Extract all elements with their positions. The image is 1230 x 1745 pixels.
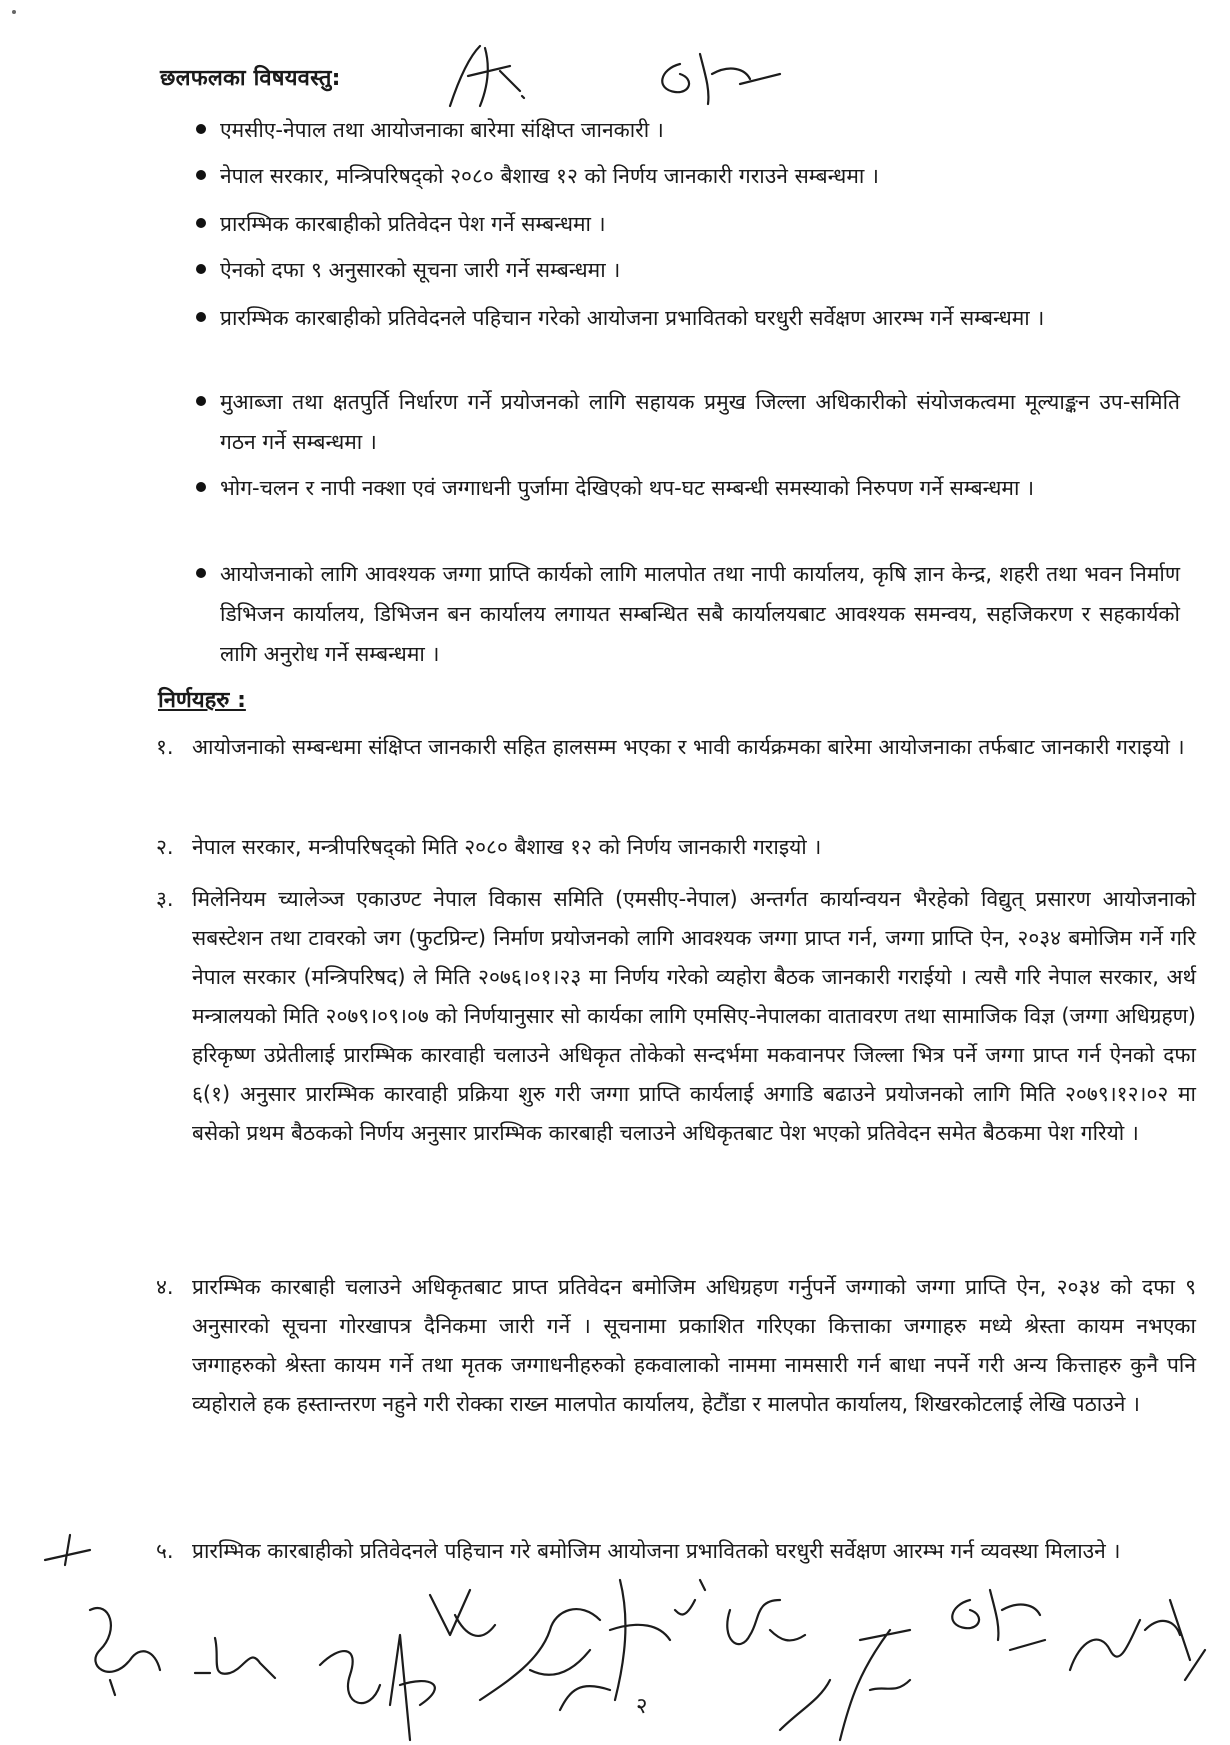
signature [1060, 1590, 1210, 1700]
signature [940, 1580, 1050, 1670]
list-item: आयोजनाको लागि आवश्यक जग्गा प्राप्ति कार्यको लागि मालपोत तथा नापी कार्यालय, कृषि ज्ञान केन्द्र, शहरी तथा भवन निर्माण डिभिजन कार्यालय, डिभिजन बन कार्यालय लगायत सम्बन्धित सबै कार्यालयबाट आवश्यक समन्वय, सहजिकरण र सहकार्यको लागि अनुरोध गर्ने सम्बन्धमा । [190, 554, 1180, 674]
decision-item [156, 880, 1196, 1153]
bullet-icon [196, 396, 206, 406]
list-item: एमसीए-नेपाल तथा आयोजनाका बारेमा संक्षिप्त जानकारी । [190, 110, 1180, 150]
decision-number: ५. [156, 1539, 174, 1563]
decision-item [156, 1268, 1196, 1424]
decisions-heading: निर्णयहरु : [158, 688, 246, 713]
decision-text: प्रारम्भिक कारबाहीको प्रतिवेदनले पहिचान गरे बमोजिम आयोजना प्रभावितको घरधुरी सर्वेक्षण आरम्भ गर्न व्यवस्था मिलाउने । [192, 1539, 1121, 1563]
decision-text: मिलेनियम च्यालेञ्ज एकाउण्ट नेपाल विकास समिति (एमसीए-नेपाल) अन्तर्गत कार्यान्वयन भैरहेको विद्युत् प्रसारण आयोजनाको सबस्टेशन तथा टावरको जग (फुटप्रिन्ट) निर्माण प्रयोजनको लागि आवश्यक जग्गा प्राप्त गर्न, जग्गा प्राप्ति ऐन, २०३४ बमोजिम गर्ने गरि नेपाल सरकार (मन्त्रिपरिषद) ले मिति २०७६।०१।२३ मा निर्णय गरेको व्यहोरा बैठक जानकारी गराईयो । त्यसै गरि नेपाल सरकार, अर्थ मन्त्रालयको मिति २०७९।०९।०७ को निर्णयानुसार सो कार्यका लागि एमसिए-नेपालका वातावरण तथा सामाजिक विज्ञ (जग्गा अधिग्रहण) हरिकृष्ण उप्रेतीलाई प्रारम्भिक कारवाही चलाउने अधिकृत तोकेको सन्दर्भमा मकवानपर जिल्ला भित्र पर्ने जग्गा प्राप्त गर्न ऐनको दफा ६(१) अनुसार प्रारम्भिक कारवाही प्रक्रिया शुरु गरी जग्गा प्राप्ति कार्यलाई अगाडि बढाउने प्रयोजनको लागि मिति २०७९।१२।०२ मा बसेको प्रथम बैठकको निर्णय अनुसार प्रारम्भिक कारबाही चलाउने अधिकृतबाट पेश भएको प्रतिवेदन समेत बैठकमा पेश गरियो । [192, 887, 1196, 1145]
signature [600, 1570, 710, 1710]
bullet-icon [196, 124, 206, 134]
signature [770, 1600, 920, 1744]
signature [40, 1530, 100, 1570]
list-item: प्रारम्भिक कारबाहीको प्रतिवेदन पेश गर्ने सम्बन्धमा । [190, 204, 1180, 244]
bullet-icon [196, 568, 206, 578]
list-item: प्रारम्भिक कारबाहीको प्रतिवेदनले पहिचान गरेको आयोजना प्रभावितको घरधुरी सर्वेक्षण आरम्भ गर्ने सम्बन्धमा । [190, 298, 1180, 338]
signature [650, 44, 790, 114]
signature [70, 1590, 170, 1700]
decision-item [156, 828, 1196, 867]
decision-text: प्रारम्भिक कारबाही चलाउने अधिकृतबाट प्राप्त प्रतिवेदन बमोजिम अधिग्रहण गर्नुपर्ने जग्गाको जग्गा प्राप्ति ऐन, २०३४ को दफा ९ अनुसारको सूचना गोरखापत्र दैनिकमा जारी गर्ने । सूचनामा प्रकाशित गरिएका कित्ताका जग्गाहरु मध्ये श्रेस्ता कायम नभएका जग्गाहरुको श्रेस्ता कायम गर्ने तथा मृतक जग्गाधनीहरुको हकवालाको नाममा नामसारी गर्न बाधा नपर्ने गरी अन्य कित्ताहरु कुनै पनि व्यहोराले हक हस्तान्तरण नहुने गरी रोक्का राख्न मालपोत कार्यालय, हेटौंडा र मालपोत कार्यालय, शिखरकोटलाई लेखि पठाउने । [192, 1275, 1196, 1416]
list-item: ऐनको दफा ९ अनुसारको सूचना जारी गर्ने सम्बन्धमा । [190, 250, 1180, 290]
decision-number: १. [156, 735, 174, 759]
decision-text: आयोजनाको सम्बन्धमा संक्षिप्त जानकारी सहित हालसम्म भएका र भावी कार्यक्रमका बारेमा आयोजनाका तर्फबाट जानकारी गराइयो । [192, 735, 1185, 759]
decision-item [156, 1532, 1196, 1571]
bullet-icon [196, 312, 206, 322]
signature [190, 1628, 280, 1688]
decision-number: २. [156, 835, 174, 859]
bullet-icon [196, 264, 206, 274]
decision-number: ४. [156, 1275, 174, 1299]
discussion-heading: छलफलका विषयवस्तु: [160, 66, 341, 91]
signature [440, 36, 550, 116]
page-number: २ [636, 1694, 648, 1719]
bullet-icon [196, 170, 206, 180]
decision-text: नेपाल सरकार, मन्त्रीपरिषद्को मिति २०८० बैशाख १२ को निर्णय जानकारी गराइयो । [192, 835, 822, 859]
scan-speck [12, 10, 16, 14]
decision-number: ३. [156, 887, 174, 911]
list-item: नेपाल सरकार, मन्त्रिपरिषद्को २०८० बैशाख १२ को निर्णय जानकारी गराउने सम्बन्धमा । [190, 156, 1180, 196]
bullet-icon [196, 218, 206, 228]
bullet-icon [196, 482, 206, 492]
list-item: भोग-चलन र नापी नक्शा एवं जग्गाधनी पुर्जामा देखिएको थप-घट सम्बन्धी समस्याको निरुपण गर्ने सम्बन्धमा । [190, 468, 1180, 508]
decision-item [156, 728, 1196, 767]
list-item: मुआब्जा तथा क्षतपुर्ति निर्धारण गर्ने प्रयोजनको लागि सहायक प्रमुख जिल्ला अधिकारीको संयोजकत्वमा मूल्याङ्कन उप-समिति गठन गर्ने सम्बन्धमा । [190, 382, 1180, 462]
